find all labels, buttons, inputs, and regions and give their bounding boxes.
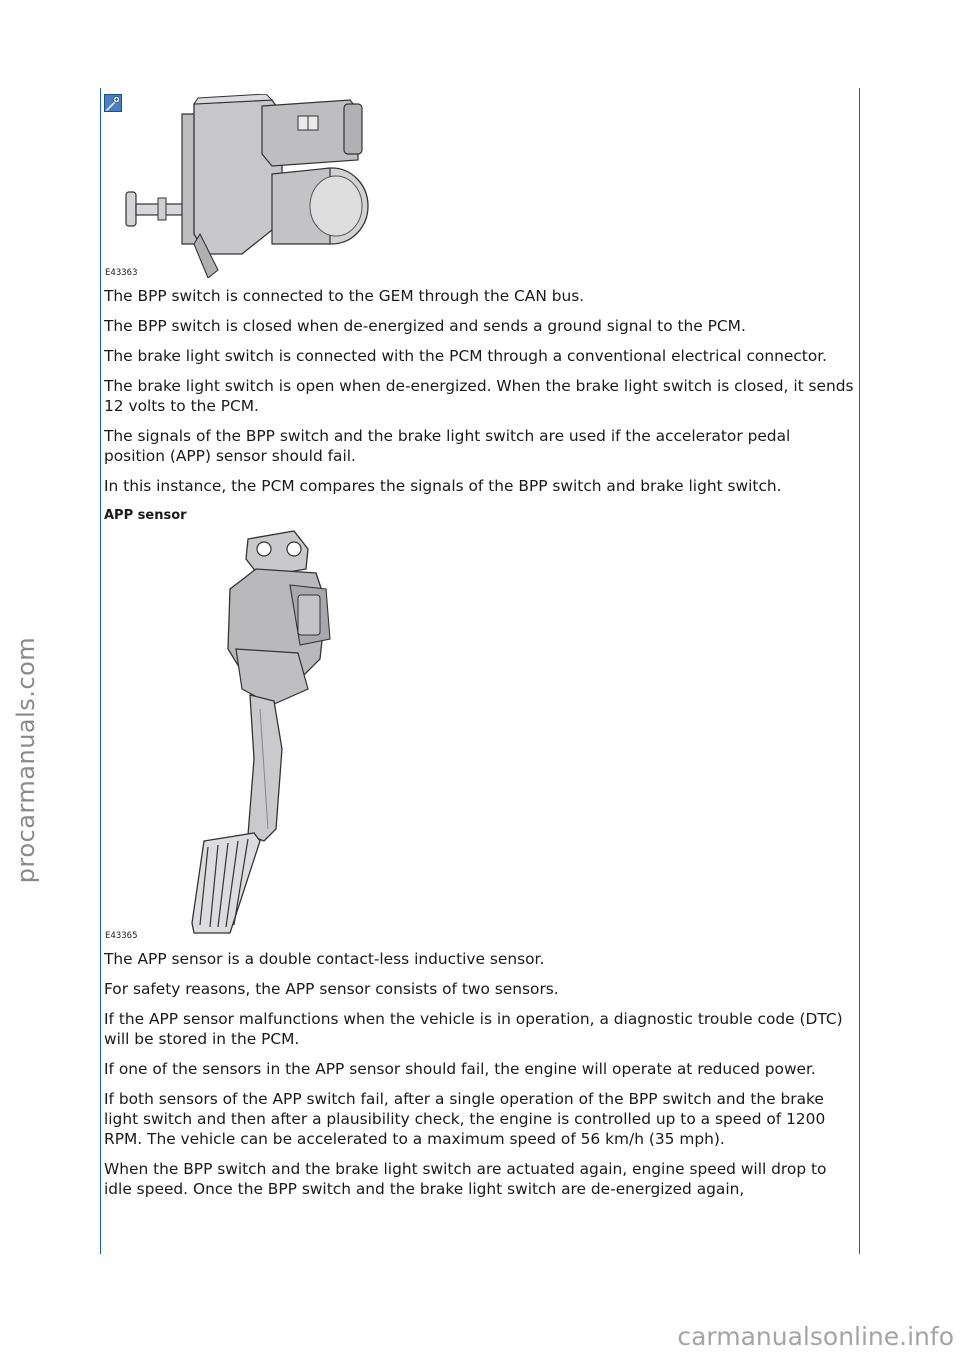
figure-code: E43365 (105, 931, 138, 941)
figure-code: E43363 (105, 268, 138, 278)
side-watermark-text: procarmanuals.com (12, 636, 40, 884)
app-sensor-illustration (190, 529, 430, 941)
bpp-switch-illustration (122, 94, 392, 278)
paragraph: If the APP sensor malfunctions when the vehicle is in operation, a diagnostic trouble code (DTC) will be stored in the PCM. (104, 1010, 843, 1048)
section-heading: APP sensor (104, 508, 187, 523)
zoom-icon[interactable] (104, 94, 122, 112)
paragraph: For safety reasons, the APP sensor consists of two sensors. (104, 980, 559, 998)
paragraph: When the BPP switch and the brake light switch are actuated again, engine speed will drop to idle speed. Once the BPP switch and the brake light switch are de-energized again, (104, 1160, 827, 1198)
figure-bpp-switch (104, 94, 854, 278)
document-content (104, 88, 854, 1209)
side-watermark (6, 560, 46, 960)
footer-watermark: carmanualsonline.info (677, 1322, 954, 1351)
paragraph: The BPP switch is closed when de-energized and sends a ground signal to the PCM. (104, 317, 746, 335)
paragraph: The brake light switch is open when de-energized. When the brake light switch is closed, it sends 12 volts to the PCM. (104, 377, 854, 415)
figure-app-sensor (104, 529, 854, 941)
paragraph: The brake light switch is connected with the PCM through a conventional electrical connector. (104, 347, 828, 365)
paragraph: The APP sensor is a double contact-less inductive sensor. (104, 950, 545, 968)
paragraph: In this instance, the PCM compares the signals of the BPP switch and brake light switch. (104, 477, 782, 495)
paragraph: If one of the sensors in the APP sensor should fail, the engine will operate at reduced power. (104, 1060, 816, 1078)
paragraph: The signals of the BPP switch and the brake light switch are used if the accelerator pedal position (APP) sensor should fail. (104, 427, 791, 465)
paragraph: The BPP switch is connected to the GEM through the CAN bus. (104, 287, 585, 305)
paragraph: If both sensors of the APP switch fail, after a single operation of the BPP switch and the brake light switch and then after a plausibility check, the engine is controlled up to a speed of 1200 RPM. The vehicle can be accelerated to a maximum speed of 56 km/h (35 mph). (104, 1090, 826, 1148)
